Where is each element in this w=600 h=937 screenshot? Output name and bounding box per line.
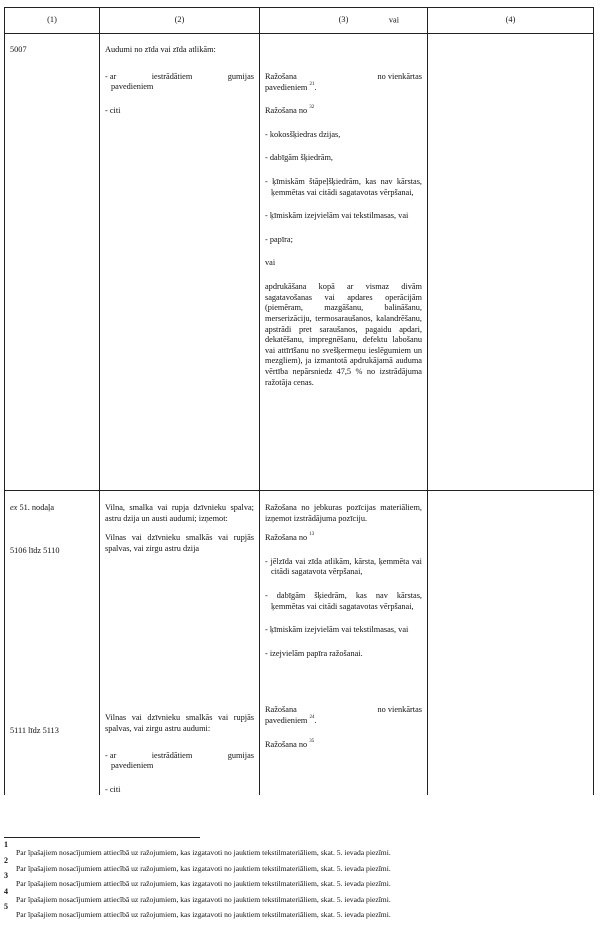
header-col-2: (2)	[100, 8, 260, 34]
header-col-4: (4)	[428, 8, 594, 34]
cell-alt	[428, 491, 594, 796]
header-col-3: (3) vai	[260, 8, 428, 34]
table-header-row	[5, 8, 594, 34]
list-item: - jēlzīda vai zīda atlikām, kārsta, ķemmēta vai citādi sagatavota vērpšanai,	[265, 556, 422, 577]
footnote: 2 Par īpašajiem nosacījumiem attiecībā uz ražojumiem, kas izgatavoti no jauktiem tekstilmateriāliem, skat. 5. ievada piezīmi.	[4, 855, 391, 873]
cell-description: Vilna, smalka vai rupja dzīvnieku spalva; astru dzija un austi audumi; izņemot: Vilnas vai dzīvnieku smalkās vai rupjās spalvas, vai zirgu astru dzija Vilnas vai dzīvnieku smalkās vai rupjās spalvas, vai zirgu astru audumi: - ar iestrādātiem gumijas pavedieniem - citi	[100, 491, 260, 796]
cell-code: 5007	[5, 34, 100, 491]
list-item: - dabīgām šķiedrām,	[265, 153, 333, 163]
footnote: 4 Par īpašajiem nosacījumiem attiecībā uz ražojumiem, kas izgatavoti no jauktiem tekstilmateriāliem, skat. 5. ievada piezīmi.	[4, 886, 391, 904]
list-item: - ķīmiskām izejvielām vai tekstilmasas, vai	[265, 211, 409, 221]
rules-table	[4, 7, 594, 795]
cell-description: Audumi no zīda vai zīda atlikām: - ar iestrādātiem gumijas pavedieniem - citi	[100, 34, 260, 491]
list-item: - papīra;	[265, 234, 293, 244]
long-rule-text: apdrukāšana kopā ar vismaz divām sagatavošanas vai apdares operācijām (piemēram, mazgāšanu, balināšanu, merserizāciju, termosaraušanos, kalandrēšanu, apstrādi pret saraušanos, pagaidu apdari, dekatēšanu, impregnēšanu, defektu labošanu vai attīrīšanu no svešķermeņu ieslēgumiem un mezgliem), ja izmantotā apdrukājamā auduma vērtība nepārsniedz 47,5 % no izstrādājuma ražotāja cenas.	[265, 282, 422, 387]
footnotes	[4, 840, 594, 921]
header-col-1: (1)	[5, 8, 100, 34]
cell-code: ex 51. nodaļa 5106 līdz 5110 5111 līdz 5113	[5, 491, 100, 796]
description-text: Audumi no zīda vai zīda atlikām:	[105, 45, 216, 54]
footnote: 5 Par īpašajiem nosacījumiem attiecībā uz ražojumiem, kas izgatavoti no jauktiem tekstilmateriāliem, skat. 5. ievada piezīmi.	[4, 902, 391, 919]
cell-alt	[428, 34, 594, 491]
list-item: - dabīgām šķiedrām, kas nav kārstas, ķemmētas vai citādi sagatavotas vērpšanai,	[265, 591, 422, 611]
footnote: 1 Par īpašajiem nosacījumiem attiecībā uz ražojumiem, kas izgatavoti no jauktiem tekstilmateriāliem, skat. 5. ievada piezīmi.	[4, 840, 391, 857]
cell-rule: Ražošana no vienkārtas pavedieniem $^{21}$. Ražošana no $^{32}$ - kokosšķiedras dzijas, - dabīgām šķiedrām, - ķīmiskām štāpeļšķiedrām, kas nav kārstas, ķemmētas vai citādi sagatavotas vērpšanai, - ķīmiskām izejvielām vai tekstilmasas, vai - papīra; vai apdrukāšana kopā ar vismaz divām sagatavošanas vai apdares operācijām (piemēram, mazgāšanu, balināšanu, merserizāciju, termosaraušanos, kalandrēšanu, apstrādi pret saraušanos, pagaidu apdari, dekatēšanu, impregnēšanu, defektu labošanu vai attīrīšanu no svešķermeņu ieslēgumiem un mezgliem), ja izmantotā apdrukājamā auduma vērtība nepārsniedz 47,5 % no izstrādājuma ražotāja cenas.	[260, 34, 428, 491]
cell-rule: Ražošana no jebkuras pozīcijas materiāliem, izņemot izstrādājuma pozīciju. Ražošana no $^{13}$ - jēlzīda vai zīda atlikām, kārsta, ķemmēta vai citādi sagatavota vērpšanai, - dabīgām šķiedrām, kas nav kārstas, ķemmētas vai citādi sagatavotas vērpšanai, - ķīmiskām izejvielām vai tekstilmasas, vai - izejvielām papīra ražošanai. Ražošana no vienkārtas pavedieniem $^{24}$. Ražošana no $^{35}$	[260, 491, 428, 796]
footnote-divider	[4, 837, 200, 838]
list-item: - kokosšķiedras dzijas,	[265, 129, 341, 139]
table-row-51	[5, 491, 594, 796]
table-row-5007	[5, 34, 594, 491]
list-item: - ķīmiskām štāpeļšķiedrām, kas nav kārstas, ķemmētas vai citādi sagatavotas vērpšanai,	[265, 177, 422, 197]
list-item: - ķīmiskām izejvielām vai tekstilmasas, vai	[265, 625, 409, 635]
footnote: 3 Par īpašajiem nosacījumiem attiecībā uz ražojumiem, kas izgatavoti no jauktiem tekstilmateriāliem, skat. 5. ievada piezīmi.	[4, 871, 391, 888]
list-item: - izejvielām papīra ražošanai.	[265, 648, 363, 658]
header-vai: vai	[388, 15, 399, 25]
